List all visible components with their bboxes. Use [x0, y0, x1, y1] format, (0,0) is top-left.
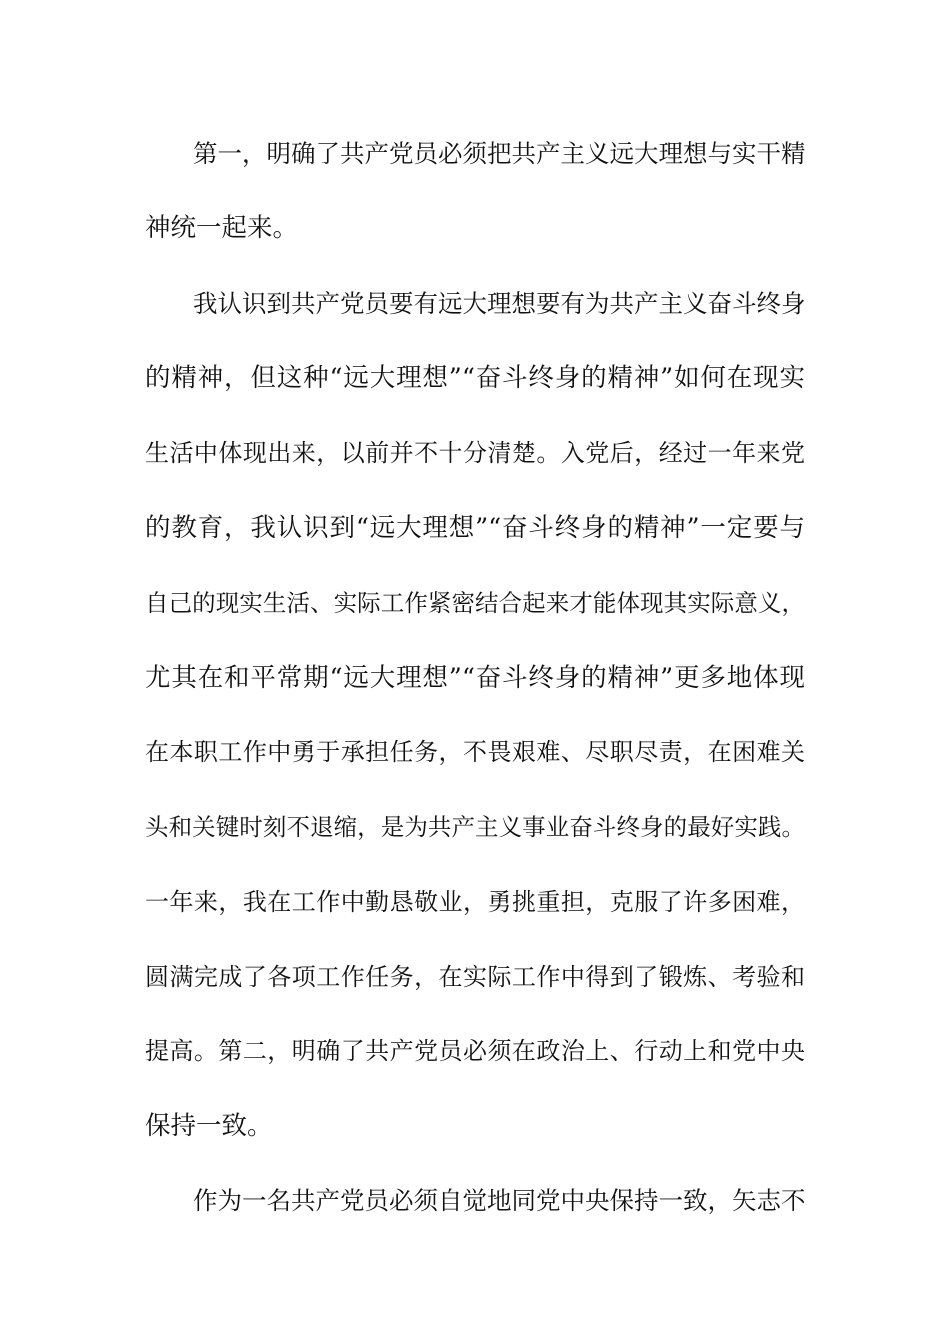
text-line-12: 圆满完成了各项工作任务，在实际工作中得到了锻炼、考验和	[145, 963, 805, 991]
text-line-11: 一年来，我在工作中勤恳敬业，勇挑重担，克服了许多困难，	[145, 888, 805, 916]
text-line-15: 作为一名共产党员必须自觉地同党中央保持一致，矢志不	[193, 1186, 806, 1215]
text-line-8: 尤其在和平常期“远大理想”“奋斗终身的精神”更多地体现	[145, 663, 805, 693]
text-line-9: 在本职工作中勇于承担任务，不畏艰难、尽职尽责，在困难关	[145, 738, 805, 766]
text-line-5: 生活中体现出来，以前并不十分清楚。入党后，经过一年来党	[145, 439, 805, 467]
text-line-6: 的教育，我认识到“远大理想”“奋斗终身的精神”一定要与	[145, 513, 805, 543]
text-line-7: 自己的现实生活、实际工作紧密结合起来才能体现其实际意义，	[145, 589, 805, 617]
text-line-3: 我认识到共产党员要有远大理想要有为共产主义奋斗终身	[193, 289, 806, 318]
text-line-4: 的精神，但这种“远大理想”“奋斗终身的精神”如何在现实	[145, 363, 805, 393]
text-line-13: 提高。第二，明确了共产党员必须在政治上、行动上和党中央	[145, 1037, 805, 1065]
text-line-14: 保持一致。	[145, 1111, 273, 1141]
text-line-2: 神统一起来。	[145, 213, 299, 243]
text-line-1: 第一，明确了共产党员必须把共产主义远大理想与实干精	[193, 139, 806, 168]
text-line-10: 头和关键时刻不退缩，是为共产主义事业奋斗终身的最好实践。	[145, 813, 805, 841]
